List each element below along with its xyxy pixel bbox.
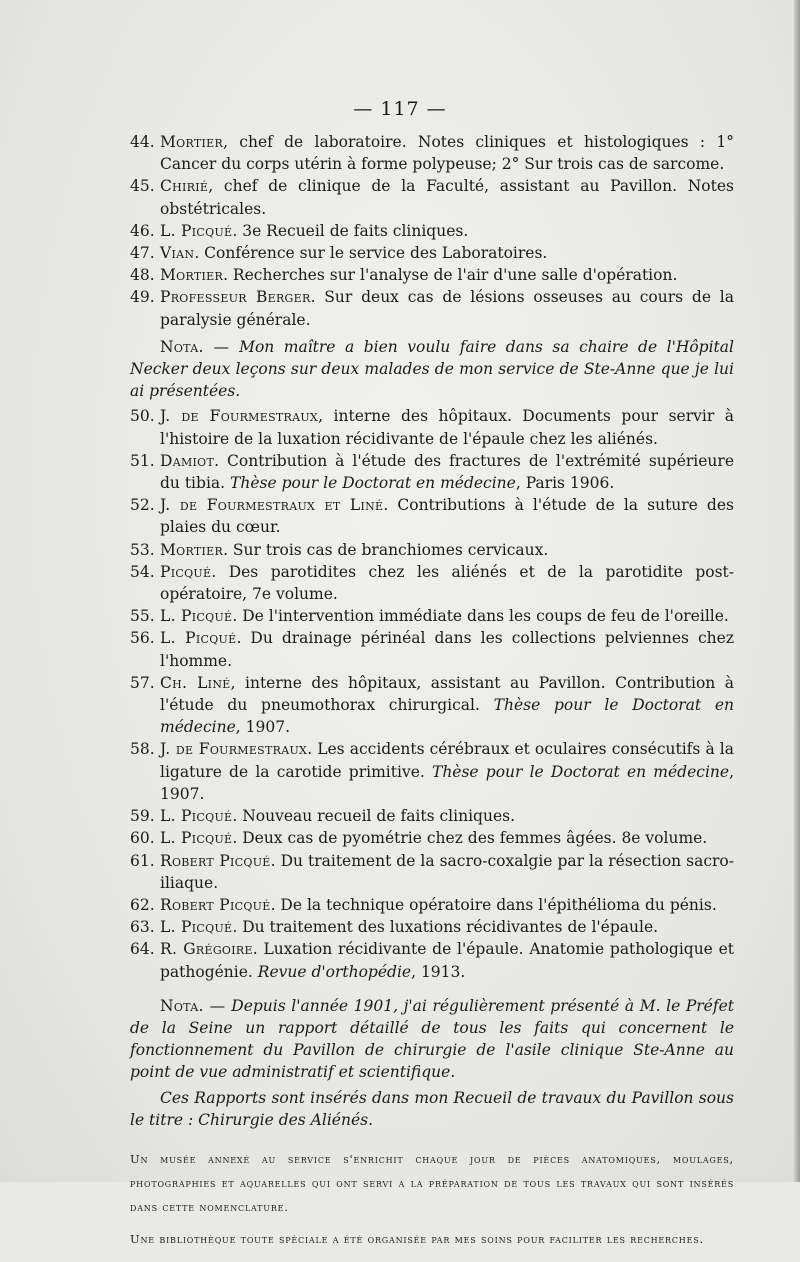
entry-author: Damiot xyxy=(160,451,215,470)
entry-author: J. de Fourmestraux xyxy=(160,407,319,426)
entry-title: . Nouveau recueil de faits cliniques. xyxy=(232,807,515,826)
bibliography-entry xyxy=(130,850,734,894)
nota-text: Mon maître a bien voulu faire dans sa chaire de l'Hôpital Necker deux leçons sur deux malades de mon service de Ste-Anne que je lui ai présentées. xyxy=(130,337,734,401)
entry-publication: Thèse pour le Doctorat en médecine xyxy=(160,696,734,737)
entry-year: , 1907. xyxy=(235,718,290,737)
entry-year: , 1907. xyxy=(160,762,734,803)
closing-paragraph-museum: Un musée annexé au service s'enrichit chaque jour de pièces anatomiques, moulages, photographies et aquarelles qui ont servi a la préparation de tous les travaux qui sont insérés dans cette nomenclature. xyxy=(130,1151,734,1214)
entry-text xyxy=(160,627,734,671)
nota-lead: Nota. — xyxy=(160,996,232,1015)
entry-text xyxy=(160,605,734,627)
entry-title: . Recherches sur l'analyse de l'air d'une salle d'opération. xyxy=(223,266,678,285)
entry-text xyxy=(160,405,734,449)
entry-number: 56. xyxy=(130,629,155,648)
entry-author: Vian xyxy=(160,244,195,263)
entry-title: . Des parotidites chez les aliénés et de la parotidite post-opératoire, 7e volume. xyxy=(160,562,734,604)
entry-author: J. de Fourmestraux xyxy=(160,740,308,759)
entry-text xyxy=(160,131,734,175)
entry-text xyxy=(160,264,734,286)
bibliography-entry xyxy=(130,561,734,605)
entry-text xyxy=(160,286,734,330)
bibliography-entry xyxy=(130,242,734,264)
entry-title: . Les accidents cérébraux et oculaires consécutifs à la ligature de la carotide primitive. xyxy=(160,740,734,781)
entry-title: . 3e Recueil de faits cliniques. xyxy=(232,221,469,240)
entry-text xyxy=(160,805,734,827)
entry-number: 52. xyxy=(130,496,155,515)
entry-title: . De l'intervention immédiate dans les coups de feu de l'oreille. xyxy=(232,607,729,626)
entry-text xyxy=(160,561,734,605)
entry-title: , chef de laboratoire. Notes cliniques et histologiques : 1° Cancer du corps utérin à forme polypeuse; 2° Sur trois cas de sarcome. xyxy=(160,133,734,174)
nota-1 xyxy=(130,336,734,403)
entry-author: Professeur Berger xyxy=(160,288,311,307)
bibliography-entry xyxy=(130,938,734,982)
entry-number: 49. xyxy=(130,288,155,307)
page-number: — 117 — xyxy=(353,98,447,120)
entry-author: Mortier xyxy=(160,540,224,559)
entry-author: J. de Fourmestraux et Liné xyxy=(160,496,384,515)
entry-text xyxy=(160,916,734,938)
entry-title: . Du traitement des luxations récidivantes de l'épaule. xyxy=(232,918,659,937)
entry-year: , 1913. xyxy=(411,962,466,981)
entry-number: 57. xyxy=(130,673,155,692)
entry-author: L. Picqué xyxy=(160,807,233,826)
entry-title: . De la technique opératoire dans l'épithélioma du pénis. xyxy=(270,895,717,914)
entry-author: R. Grégoire xyxy=(160,940,253,959)
entry-author: L. Picqué xyxy=(160,629,237,648)
entry-number: 44. xyxy=(130,133,155,151)
entry-title: . Sur deux cas de lésions osseuses au cours de la paralysie générale. xyxy=(160,288,734,329)
entry-year: , Paris 1906. xyxy=(515,474,615,493)
entry-number: 64. xyxy=(130,940,155,959)
entry-text xyxy=(160,175,734,219)
entry-title: , interne des hôpitaux, assistant au Pavillon. Contribution à l'étude du pneumothorax chirurgical. xyxy=(160,673,735,715)
entry-number: 54. xyxy=(130,562,155,581)
nota-lead: Nota. — xyxy=(160,337,240,356)
bibliography-entry xyxy=(130,405,734,449)
entry-title: . Du traitement de la sacro-coxalgie par la résection sacro-iliaque. xyxy=(160,851,734,892)
entry-publication: Thèse pour le Doctorat en médecine xyxy=(230,474,516,493)
entry-title: . Du drainage périnéal dans les collections pelviennes chez l'homme. xyxy=(160,629,735,670)
entry-text xyxy=(160,850,734,894)
entry-author: Mortier xyxy=(160,266,224,285)
bibliography-entry xyxy=(130,894,734,916)
bibliography-entry xyxy=(130,220,734,242)
entry-text xyxy=(160,450,734,494)
entry-title: , interne des hôpitaux. Documents pour servir à l'histoire de la luxation récidivante de l'épaule chez les aliénés. xyxy=(160,407,734,448)
entry-text xyxy=(160,827,734,849)
nota-2-continuation: Ces Rapports sont insérés dans mon Recueil de travaux du Pavillon sous le titre : Chirurgie des Aliénés. xyxy=(130,1088,734,1129)
entry-publication: Thèse pour le Doctorat en médecine xyxy=(431,762,730,781)
entry-author: L. Picqué xyxy=(160,918,233,937)
entry-author: Mortier xyxy=(160,133,224,151)
entry-number: 51. xyxy=(130,451,155,470)
scan-edge-shadow xyxy=(794,0,800,1182)
entry-author: L. Picqué xyxy=(160,607,233,626)
entry-text xyxy=(160,242,734,264)
entry-text xyxy=(160,220,734,242)
nota-text: Depuis l'année 1901, j'ai régulièrement présenté à M. le Préfet de la Seine un rapport détaillé de tous les faits qui concernent le fonctionnement du Pavillon de chirurgie de l'asile clinique Ste-Anne au point de vue administratif et scientifique. xyxy=(130,996,734,1082)
entry-number: 48. xyxy=(130,266,155,285)
entry-text xyxy=(160,672,734,739)
entry-publication: Revue d'orthopédie xyxy=(257,962,412,981)
entry-author: Picqué xyxy=(160,562,212,581)
entry-number: 63. xyxy=(130,918,155,937)
entry-title: . Deux cas de pyométrie chez des femmes âgées. 8e volume. xyxy=(232,829,708,848)
entry-number: 61. xyxy=(130,851,155,870)
bibliography-entry xyxy=(130,131,734,175)
entry-text xyxy=(160,738,734,805)
entry-number: 50. xyxy=(130,407,155,426)
entry-number: 55. xyxy=(130,607,155,626)
bibliography-entry xyxy=(130,916,734,938)
entry-number: 59. xyxy=(130,807,155,826)
entry-title: . Sur trois cas de branchiomes cervicaux. xyxy=(223,540,549,559)
entry-title: . Conférence sur le service des Laboratoires. xyxy=(194,244,548,263)
entry-text xyxy=(160,539,734,561)
entry-author: Ch. Liné xyxy=(160,673,231,692)
entry-text xyxy=(160,938,734,982)
bibliography-entry xyxy=(130,286,734,330)
entry-title: . Contribution à l'étude des fractures de l'extrémité supérieure du tibia. xyxy=(160,451,734,493)
entry-list-a xyxy=(130,131,734,331)
nota-2 xyxy=(130,995,734,1084)
bibliography-entry xyxy=(130,827,734,849)
entry-list-b xyxy=(130,405,734,982)
bibliography-entry xyxy=(130,672,734,739)
entry-title: . Luxation récidivante de l'épaule. Anatomie pathologique et pathogénie. xyxy=(160,940,734,981)
entry-title: . Contributions à l'étude de la suture des plaies du cœur. xyxy=(160,496,734,537)
bibliography-entry xyxy=(130,494,734,538)
bibliography-entry xyxy=(130,264,734,286)
entry-number: 46. xyxy=(130,221,155,240)
entry-author: L. Picqué xyxy=(160,221,233,240)
entry-text xyxy=(160,894,734,916)
entry-number: 62. xyxy=(130,895,155,914)
bibliography-entry xyxy=(130,605,734,627)
bibliography-entry xyxy=(130,805,734,827)
entry-title: , chef de clinique de la Faculté, assistant au Pavillon. Notes obstétricales. xyxy=(160,177,734,218)
entry-number: 58. xyxy=(130,740,155,759)
entry-number: 60. xyxy=(130,829,155,848)
bibliography-content xyxy=(130,131,734,1262)
entry-author: Robert Picqué xyxy=(160,895,271,914)
bibliography-entry xyxy=(130,738,734,805)
entry-number: 45. xyxy=(130,177,155,196)
entry-number: 53. xyxy=(130,540,155,559)
entry-author: Chirié xyxy=(160,177,209,196)
bibliography-entry xyxy=(130,539,734,561)
bibliography-entry xyxy=(130,175,734,219)
bibliography-entry xyxy=(130,627,734,671)
entry-text xyxy=(160,494,734,538)
entry-author: Robert Picqué xyxy=(160,851,271,870)
entry-number: 47. xyxy=(130,244,155,263)
closing-paragraph-library: Une bibliothèque toute spéciale a été organisée par mes soins pour faciliter les recherches. xyxy=(130,1231,704,1246)
entry-author: L. Picqué xyxy=(160,829,233,848)
bibliography-entry xyxy=(130,450,734,494)
